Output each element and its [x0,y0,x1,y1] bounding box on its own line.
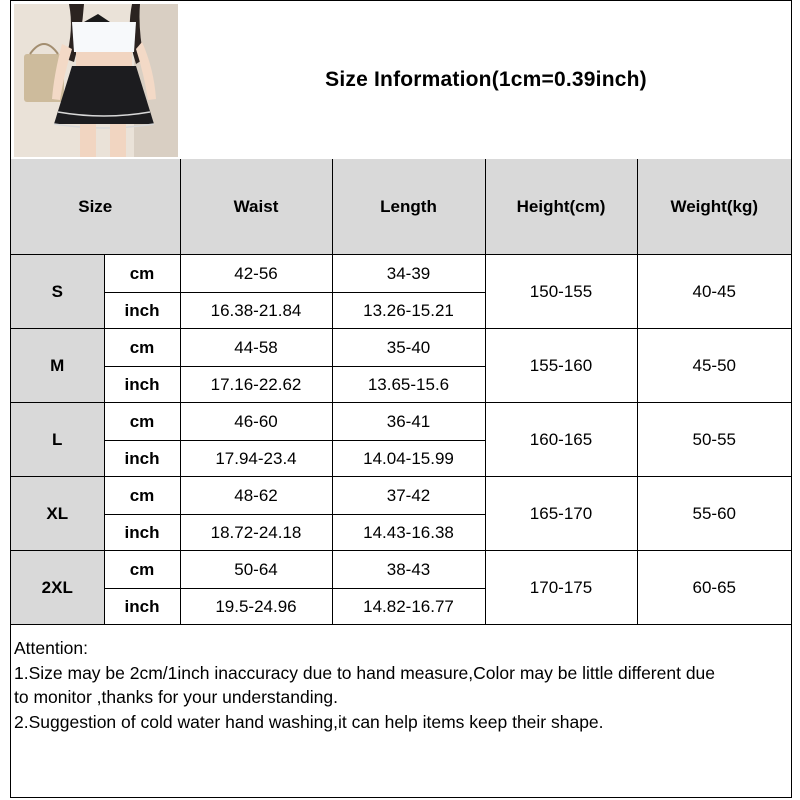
length-inch: 14.82-16.77 [332,589,485,625]
waist-cm: 48-62 [180,477,332,515]
height-value: 160-165 [485,403,637,477]
page-title: Size Information(1cm=0.39inch) [325,68,647,91]
height-value: 170-175 [485,551,637,625]
length-cm: 36-41 [332,403,485,441]
unit-label-inch: inch [104,367,180,403]
table-header-row [11,159,791,255]
column-header-length: Length [332,159,485,255]
waist-inch: 17.94-23.4 [180,441,332,477]
weight-value: 45-50 [637,329,791,403]
unit-label-inch: inch [104,441,180,477]
length-cm: 38-43 [332,551,485,589]
size-label: M [11,329,104,403]
waist-inch: 19.5-24.96 [180,589,332,625]
weight-value: 40-45 [637,255,791,329]
table-row [11,551,791,589]
waist-inch: 17.16-22.62 [180,367,332,403]
unit-label-cm: cm [104,329,180,367]
waist-cm: 42-56 [180,255,332,293]
unit-label-inch: inch [104,589,180,625]
height-value: 150-155 [485,255,637,329]
unit-label-cm: cm [104,403,180,441]
column-header-size: Size [11,159,180,255]
size-chart [10,0,792,798]
table-row [11,329,791,367]
height-value: 155-160 [485,329,637,403]
weight-value: 60-65 [637,551,791,625]
size-label: XL [11,477,104,551]
column-header-weight: Weight(kg) [637,159,791,255]
notes-line-2: to monitor ,thanks for your understanding. [14,687,338,707]
weight-value: 50-55 [637,403,791,477]
attention-notes [11,634,791,799]
length-cm: 34-39 [332,255,485,293]
size-label: S [11,255,104,329]
length-cm: 37-42 [332,477,485,515]
unit-label-cm: cm [104,551,180,589]
header [11,1,791,160]
unit-label-inch: inch [104,515,180,551]
size-label: 2XL [11,551,104,625]
unit-label-cm: cm [104,477,180,515]
weight-value: 55-60 [637,477,791,551]
table-row [11,477,791,515]
product-photo [14,4,178,157]
waist-inch: 18.72-24.18 [180,515,332,551]
unit-label-cm: cm [104,255,180,293]
waist-cm: 50-64 [180,551,332,589]
notes-heading: Attention: [14,638,88,658]
length-inch: 13.26-15.21 [332,293,485,329]
table-row [11,255,791,293]
waist-cm: 44-58 [180,329,332,367]
column-header-height: Height(cm) [485,159,637,255]
height-value: 165-170 [485,477,637,551]
length-inch: 14.43-16.38 [332,515,485,551]
length-inch: 13.65-15.6 [332,367,485,403]
size-label: L [11,403,104,477]
length-cm: 35-40 [332,329,485,367]
notes-line-1: 1.Size may be 2cm/1inch inaccuracy due to hand measure,Color may be little different due [14,662,716,683]
size-table [11,159,791,625]
waist-inch: 16.38-21.84 [180,293,332,329]
table-row [11,403,791,441]
column-header-waist: Waist [180,159,332,255]
notes-line-3: 2.Suggestion of cold water hand washing,it can help items keep their shape. [14,711,604,732]
waist-cm: 46-60 [180,403,332,441]
unit-label-inch: inch [104,293,180,329]
length-inch: 14.04-15.99 [332,441,485,477]
